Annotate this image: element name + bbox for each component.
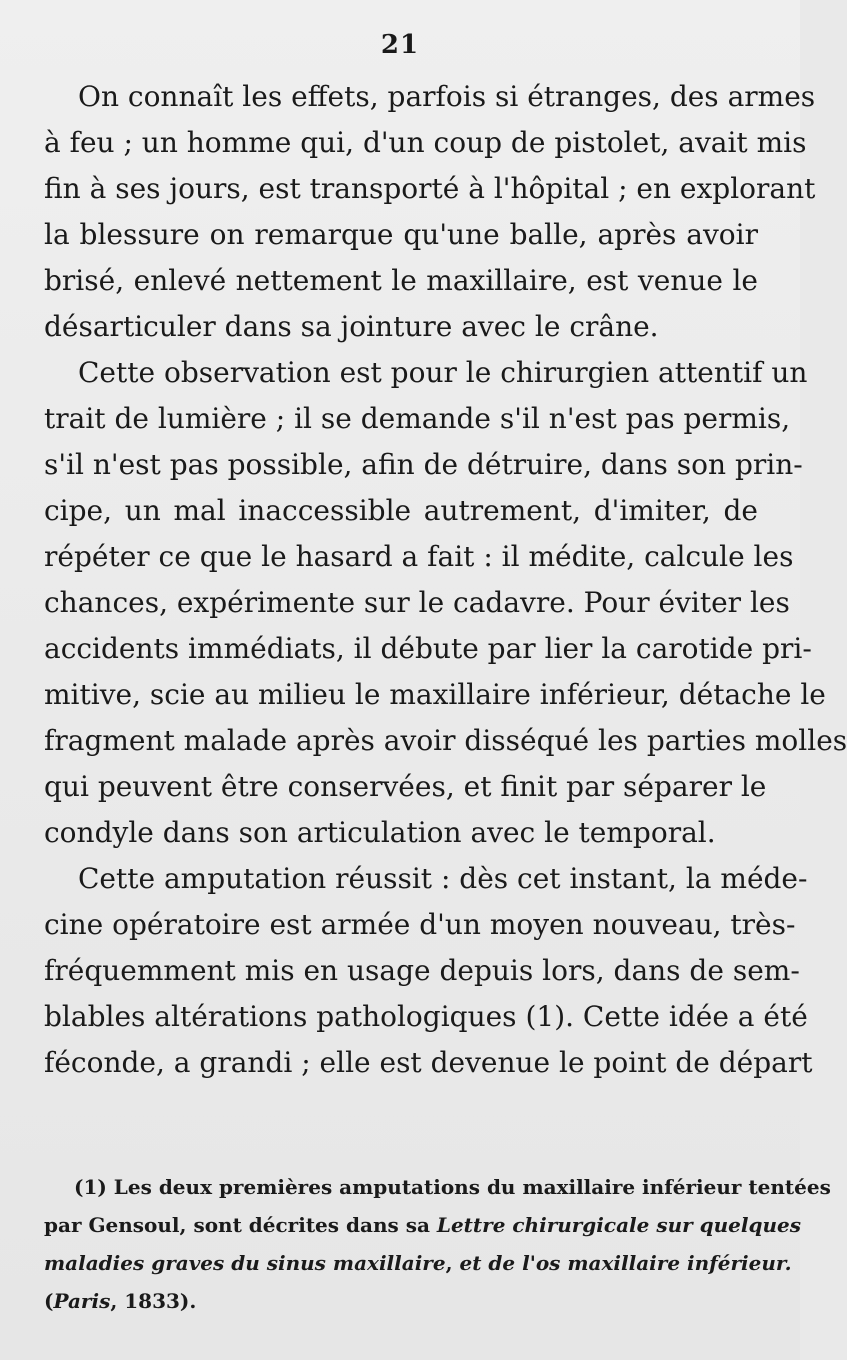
text-line: fréquemment mis en usage depuis lors, dans de sem- bbox=[44, 954, 800, 987]
footnote-italic-text: Paris bbox=[53, 1289, 111, 1313]
text-line: s'il n'est pas possible, afin de détruire, dans son prin- bbox=[44, 448, 803, 481]
text-line: On connaît les effets, parfois si étranges, des armes bbox=[78, 80, 816, 113]
text-line: à feu ; un homme qui, d'un coup de pistolet, avait mis bbox=[44, 126, 807, 159]
footnote-line bbox=[44, 1206, 801, 1244]
footnote bbox=[44, 1168, 831, 1320]
footnote-text: , bbox=[445, 1251, 460, 1275]
text-line: répéter ce que le hasard a fait : il médite, calcule les bbox=[44, 540, 794, 573]
footnote-text: par Gensoul, sont décrites dans sa bbox=[44, 1213, 437, 1237]
footnote-text: , 1833). bbox=[110, 1289, 197, 1313]
footnote-italic-text: Lettre chirurgicale sur quelques bbox=[436, 1213, 801, 1237]
footnote-line bbox=[44, 1282, 758, 1320]
text-line: qui peuvent être conservées, et finit par séparer le bbox=[44, 770, 767, 803]
text-line: trait de lumière ; il se demande s'il n'est pas permis, bbox=[44, 402, 791, 435]
text-line: Cette observation est pour le chirurgien attentif un bbox=[78, 356, 808, 389]
text-line: brisé, enlevé nettement le maxillaire, est venue le bbox=[44, 264, 758, 297]
text-line: la blessure on remarque qu'une balle, après avoir bbox=[44, 218, 758, 251]
text-line: condyle dans son articulation avec le temporal. bbox=[44, 816, 716, 849]
text-line: désarticuler dans sa jointure avec le crâne. bbox=[44, 310, 659, 343]
footnote-line bbox=[44, 1244, 792, 1282]
page-number: 21 bbox=[380, 30, 420, 60]
text-line: blables altérations pathologiques (1). Cette idée a été bbox=[44, 1000, 808, 1033]
text-line: chances, expérimente sur le cadavre. Pour éviter les bbox=[44, 586, 790, 619]
body-text bbox=[44, 74, 847, 1086]
text-line: féconde, a grandi ; elle est devenue le point de départ bbox=[44, 1046, 813, 1079]
footnote-italic-text: et de l'os maxillaire inférieur. bbox=[459, 1251, 792, 1275]
footnote-italic-text: maladies graves du sinus maxillaire bbox=[44, 1251, 446, 1275]
text-line: mitive, scie au milieu le maxillaire inférieur, détache le bbox=[44, 678, 826, 711]
text-line: cipe, un mal inaccessible autrement, d'imiter, de bbox=[44, 494, 758, 527]
text-line: accidents immédiats, il débute par lier la carotide pri- bbox=[44, 632, 812, 665]
text-line: cine opératoire est armée d'un moyen nouveau, très- bbox=[44, 908, 796, 941]
text-line: fin à ses jours, est transporté à l'hôpital ; en explorant bbox=[44, 172, 816, 205]
text-line: Cette amputation réussit : dès cet instant, la méde- bbox=[78, 862, 808, 895]
footnote-text: ( bbox=[44, 1289, 54, 1313]
text-line: fragment malade après avoir disséqué les parties molles bbox=[44, 724, 847, 757]
footnote-line: (1) Les deux premières amputations du maxillaire inférieur tentées bbox=[74, 1175, 831, 1199]
